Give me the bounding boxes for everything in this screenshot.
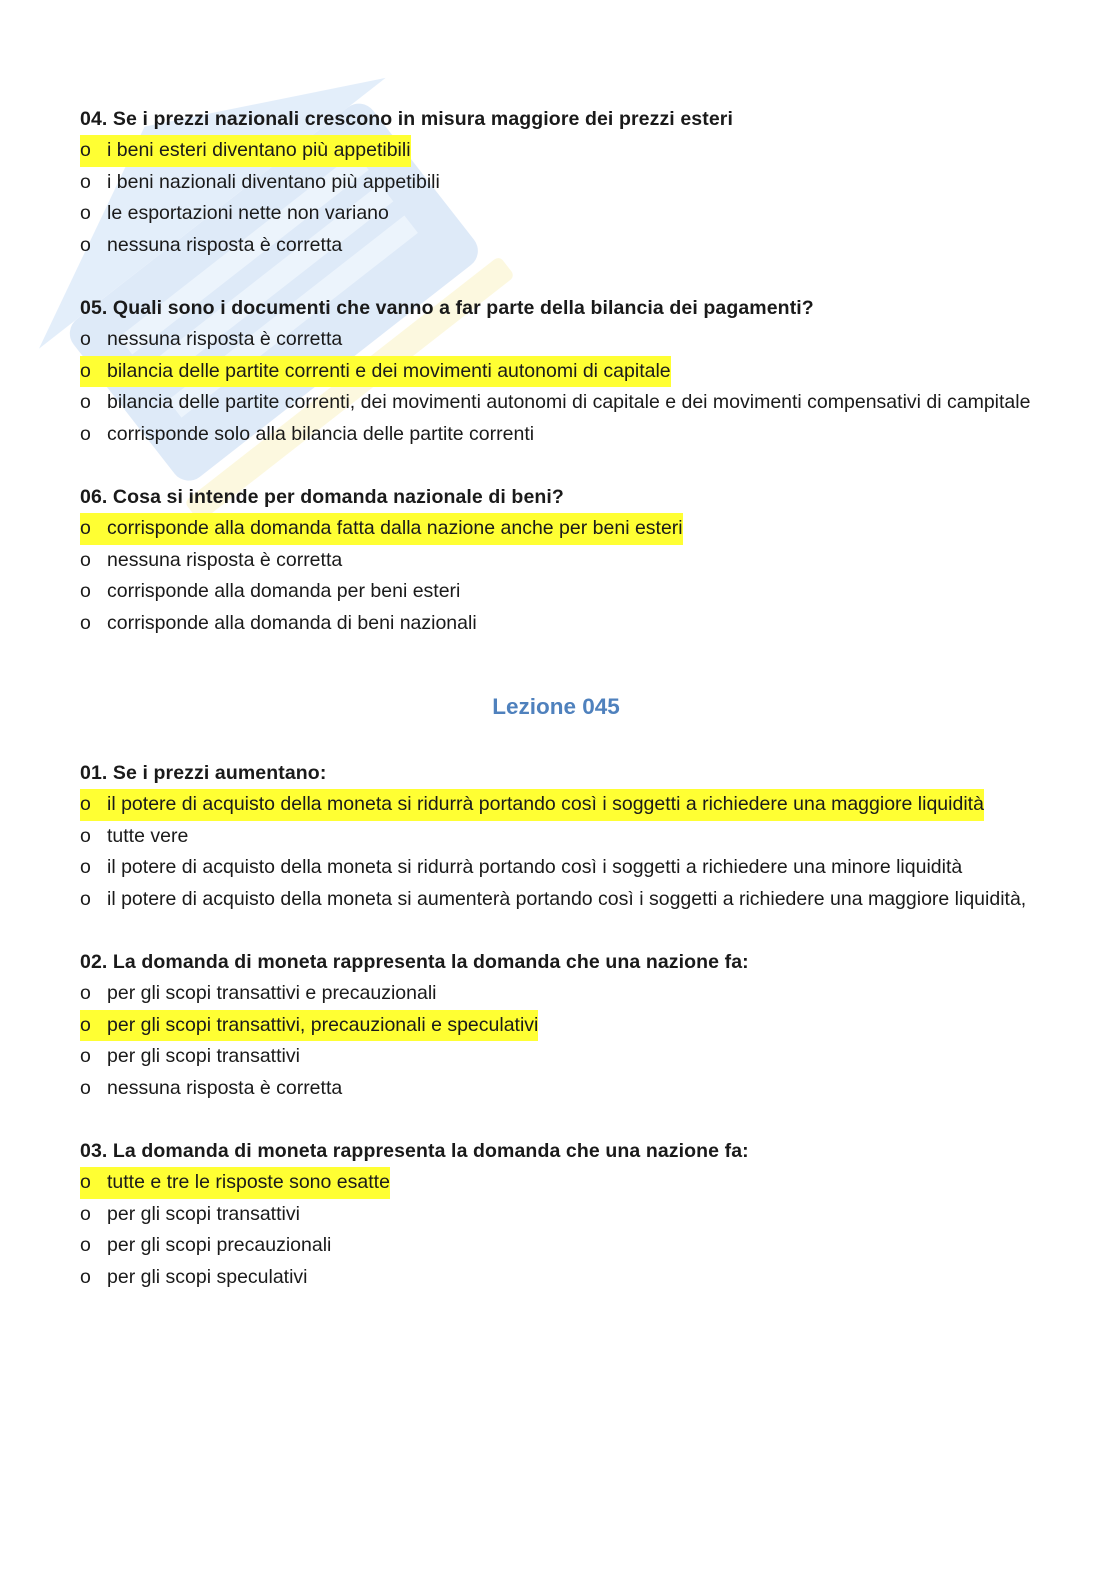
bullet-circle-icon: o <box>80 1234 91 1256</box>
answer-text: i beni esteri diventano più appetibili <box>107 139 411 161</box>
answer-option-correct <box>80 789 1032 821</box>
answer-option <box>80 1230 1032 1262</box>
answer-option-correct <box>80 513 1032 545</box>
bullet-circle-icon: o <box>80 391 91 413</box>
bullet-circle-icon: o <box>80 517 91 539</box>
answer-text: per gli scopi transattivi e precauzionali <box>107 982 437 1004</box>
bullet-circle-icon: o <box>80 580 91 602</box>
answer-option-correct <box>80 1167 1032 1199</box>
question-title: 03. La domanda di moneta rappresenta la domanda che una nazione fa: <box>80 1140 749 1162</box>
answer-text: per gli scopi precauzionali <box>107 1234 332 1256</box>
bullet-circle-icon: o <box>80 233 91 256</box>
answer-option <box>80 852 1032 884</box>
bullet-circle-icon: o <box>80 793 91 815</box>
bullet-circle-icon: o <box>80 1265 91 1288</box>
answer-option <box>80 198 1032 230</box>
answer-text: per gli scopi speculativi <box>107 1265 308 1288</box>
question-section-a <box>80 103 1032 639</box>
question-block <box>80 1135 1032 1293</box>
answer-text: bilancia delle partite correnti e dei movimenti autonomi di capitale <box>107 359 671 382</box>
answer-option <box>80 1262 1032 1294</box>
question-block <box>80 946 1032 1104</box>
answer-option <box>80 608 1032 640</box>
answer-text: nessuna risposta è corretta <box>107 328 343 350</box>
bullet-circle-icon: o <box>80 202 91 224</box>
answer-option <box>80 324 1032 356</box>
question-block <box>80 103 1032 261</box>
answer-option <box>80 387 1032 419</box>
bullet-circle-icon: o <box>80 824 91 847</box>
answer-text: nessuna risposta è corretta <box>107 548 343 571</box>
answer-option <box>80 1199 1032 1231</box>
answer-option <box>80 545 1032 577</box>
bullet-circle-icon: o <box>80 1202 91 1225</box>
answer-text: corrisponde alla domanda per beni esteri <box>107 580 461 602</box>
answer-text: le esportazioni nette non variano <box>107 202 389 224</box>
bullet-circle-icon: o <box>80 139 91 161</box>
answer-text: il potere di acquisto della moneta si aumenterà portando così i soggetti a richiedere una maggiore liquidità, <box>107 887 1027 910</box>
answer-option <box>80 1041 1032 1073</box>
answer-option <box>80 576 1032 608</box>
bullet-circle-icon: o <box>80 328 91 350</box>
lesson-heading: Lezione 045 <box>492 694 620 719</box>
bullet-circle-icon: o <box>80 359 91 382</box>
answer-option <box>80 1073 1032 1105</box>
answer-option <box>80 884 1032 916</box>
answer-text: per gli scopi transattivi <box>107 1045 300 1067</box>
answer-text: i beni nazionali diventano più appetibili <box>107 170 440 193</box>
answer-option <box>80 821 1032 853</box>
question-title: 05. Quali sono i documenti che vanno a far parte della bilancia dei pagamenti? <box>80 297 814 319</box>
answer-text: nessuna risposta è corretta <box>107 233 343 256</box>
bullet-circle-icon: o <box>80 982 91 1004</box>
bullet-circle-icon: o <box>80 1045 91 1067</box>
bullet-circle-icon: o <box>80 1076 91 1099</box>
answer-text: nessuna risposta è corretta <box>107 1076 343 1099</box>
answer-option-correct <box>80 1010 1032 1042</box>
answer-text: corrisponde alla domanda di beni nazionali <box>107 611 477 634</box>
bullet-circle-icon: o <box>80 856 91 878</box>
answer-text: tutte vere <box>107 824 189 847</box>
question-title: 06. Cosa si intende per domanda nazionale di beni? <box>80 486 564 508</box>
bullet-circle-icon: o <box>80 170 91 193</box>
document-page <box>80 103 1032 1324</box>
question-section-b <box>80 757 1032 1293</box>
question-block <box>80 757 1032 915</box>
answer-text: corrisponde alla domanda fatta dalla nazione anche per beni esteri <box>107 517 683 539</box>
answer-option <box>80 978 1032 1010</box>
answer-text: tutte e tre le risposte sono esatte <box>107 1171 390 1193</box>
question-title: 01. Se i prezzi aumentano: <box>80 762 327 784</box>
bullet-circle-icon: o <box>80 548 91 571</box>
bullet-circle-icon: o <box>80 611 91 634</box>
answer-option <box>80 419 1032 451</box>
question-title: 04. Se i prezzi nazionali crescono in misura maggiore dei prezzi esteri <box>80 108 733 130</box>
bullet-circle-icon: o <box>80 887 91 910</box>
question-title: 02. La domanda di moneta rappresenta la domanda che una nazione fa: <box>80 951 749 973</box>
answer-option-correct <box>80 356 1032 388</box>
bullet-circle-icon: o <box>80 422 91 445</box>
answer-text: per gli scopi transattivi, precauzionali e speculativi <box>107 1013 539 1036</box>
question-block <box>80 481 1032 639</box>
answer-option <box>80 167 1032 199</box>
answer-text: il potere di acquisto della moneta si ridurrà portando così i soggetti a richiedere una maggiore liquidità <box>107 793 984 815</box>
answer-option <box>80 230 1032 262</box>
answer-option-correct <box>80 135 1032 167</box>
bullet-circle-icon: o <box>80 1013 91 1036</box>
answer-text: corrisponde solo alla bilancia delle partite correnti <box>107 422 535 445</box>
question-block <box>80 292 1032 450</box>
answer-text: bilancia delle partite correnti, dei movimenti autonomi di capitale e dei movimenti compensativi di campitale <box>107 391 1031 413</box>
bullet-circle-icon: o <box>80 1171 91 1193</box>
answer-text: il potere di acquisto della moneta si ridurrà portando così i soggetti a richiedere una minore liquidità <box>107 856 963 878</box>
answer-text: per gli scopi transattivi <box>107 1202 300 1225</box>
